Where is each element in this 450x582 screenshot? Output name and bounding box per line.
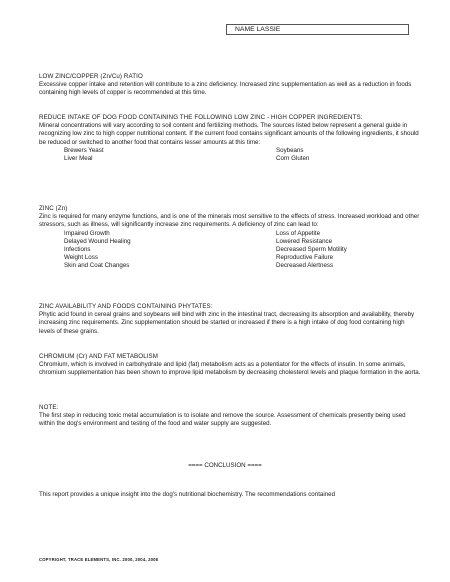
list-item	[39, 246, 422, 254]
ingredient-item: Brewers Yeast	[64, 146, 104, 154]
patient-name-label: NAME LASSIE	[235, 26, 281, 33]
section-heading: NOTE:	[39, 404, 59, 411]
section-low-zinc-copper	[39, 73, 422, 98]
list-item	[39, 230, 422, 238]
section-body: Chromium, which is involved in carbohydrate and lipid (fat) metabolism acts as a potentiator for the effects of insulin. In some animals, chromium supplementation has been shown to improve lipid metabolism by decreasing cholesterol levels and plaque formation in the aorta.	[39, 361, 421, 377]
section-heading: CHROMIUM (Cr) AND FAT METABOLISM	[39, 353, 159, 360]
section-chromium	[39, 353, 422, 378]
symptom-item: Infections	[64, 245, 91, 253]
symptom-item: Delayed Wound Healing	[64, 237, 131, 245]
section-zinc-phytates	[39, 303, 422, 336]
section-heading: REDUCE INTAKE OF DOG FOOD CONTAINING THE FOLLOWING LOW ZINC - HIGH COPPER INGREDIENTS:	[39, 114, 363, 121]
deficiency-list	[39, 230, 422, 271]
list-item	[39, 254, 422, 262]
section-note	[39, 404, 422, 429]
copyright-footer: COPYRIGHT, TRACE ELEMENTS, INC. 2000, 2004, 2008	[39, 557, 159, 562]
section-heading: ZINC AVAILABILITY AND FOODS CONTAINING PHYTATES:	[39, 303, 213, 310]
patient-name-box	[226, 24, 409, 35]
section-body: Zinc is required for many enzyme functions, and is one of the minerals most sensitive to the effects of stress. Increased workload and other stressors, such as illness, will significantly increase zinc requirements. A deficiency of zinc can lead to:	[39, 213, 420, 229]
ingredient-list	[39, 147, 422, 163]
list-item	[39, 238, 422, 246]
symptom-item: Decreased Sperm Motility	[276, 245, 347, 253]
symptom-item: Skin and Coat Changes	[64, 262, 130, 270]
symptom-item: Lowered Resistance	[276, 237, 333, 245]
ingredient-item: Corn Gluten	[276, 155, 310, 162]
list-item	[39, 147, 422, 155]
section-conclusion	[39, 491, 422, 499]
section-heading: LOW ZINC/COPPER (Zn/Cu) RATIO	[39, 73, 143, 80]
section-zinc	[39, 205, 422, 271]
list-item	[39, 262, 422, 270]
section-body: Mineral concentrations will vary according to soil content and fertilizing methods. The sources listed below represent a general guide in recognizing low zinc to high copper nutritional content. If the current food contains significant amounts of the following ingredients, it should be reduced or switched to another food that contains lesser amounts at this time:	[39, 122, 419, 146]
symptom-item: Loss of Appetite	[276, 229, 321, 237]
symptom-item: Weight Loss	[64, 254, 98, 262]
section-body: Excessive copper intake and retention will contribute to a zinc deficiency. Increased zinc supplementation as well as a reduction in foods containing high levels of copper is recommended at this time.	[39, 81, 412, 97]
section-body: Phytic acid found in cereal grains and soybeans will bind with zinc in the intestinal tract, decreasing its absorption and availability, thereby increasing zinc requirements. Zinc supplementation should be started or increased if there is a high intake of dog food containing high levels of these grains.	[39, 311, 415, 335]
ingredient-item: Liver Meal	[64, 155, 93, 162]
symptom-item: Impaired Growth	[64, 229, 110, 237]
ingredient-item: Soybeans	[276, 146, 304, 154]
symptom-item: Reproductive Failure	[276, 254, 334, 262]
list-item	[39, 155, 422, 163]
conclusion-heading: ==== CONCLUSION ====	[188, 462, 262, 469]
section-heading: ZINC (Zn)	[39, 205, 68, 212]
symptom-item: Decreased Alertness	[276, 262, 334, 270]
section-body: The first step in reducing toxic metal accumulation is to isolate and remove the source. Assessment of chemicals presently being used within the dog's environment and testing of the food and water supply are suggested.	[39, 412, 406, 428]
section-body: This report provides a unique insight into the dog's nutritional biochemistry. The recommendations contained	[39, 491, 336, 498]
section-reduce-intake	[39, 114, 422, 163]
